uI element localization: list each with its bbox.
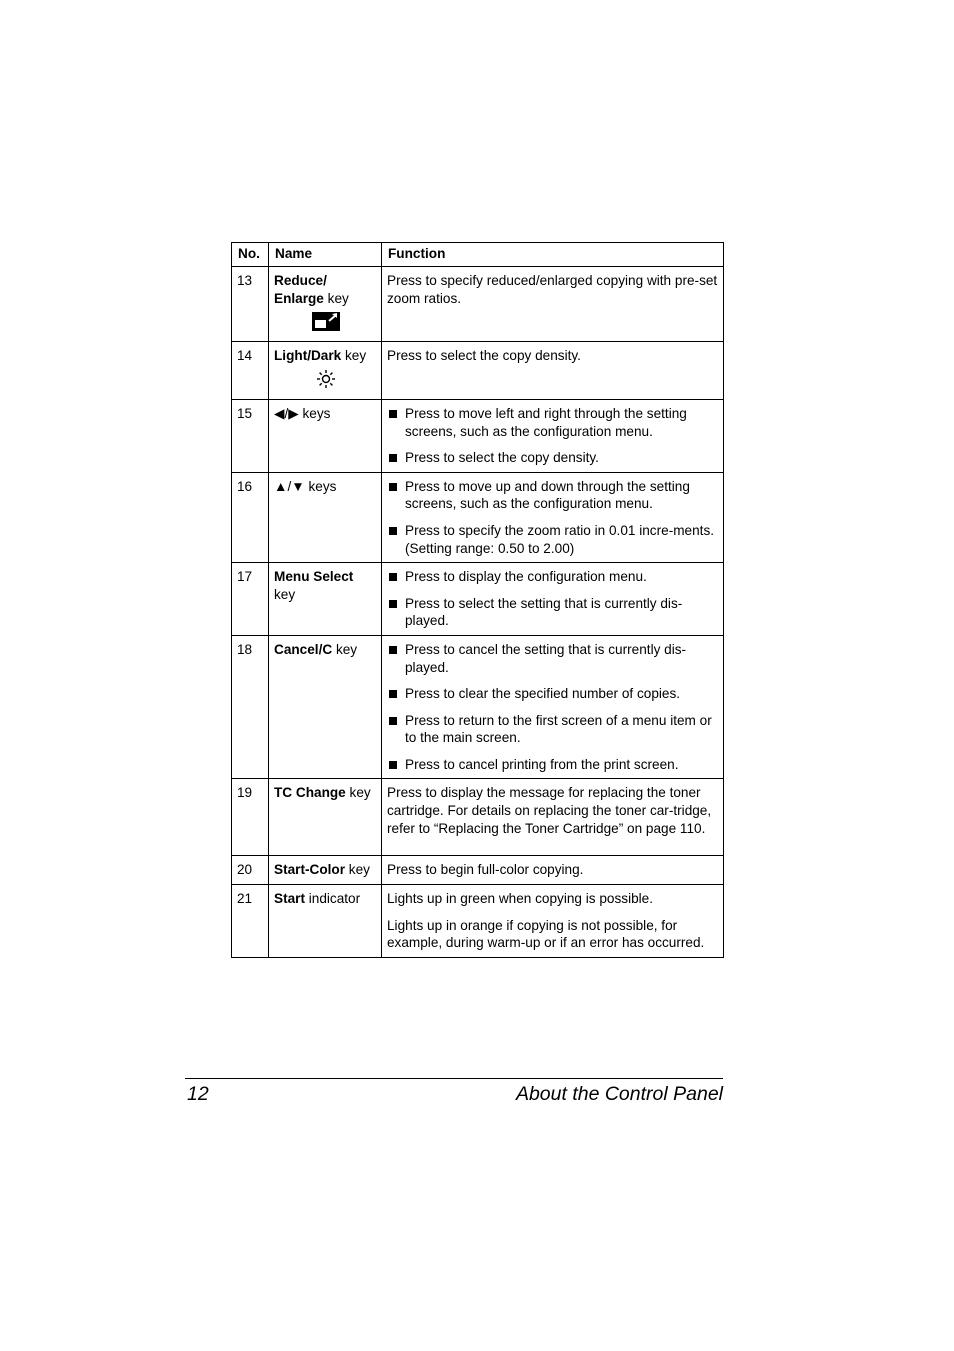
row-name xyxy=(269,399,382,472)
key-name: Start xyxy=(274,891,305,907)
row-number: 20 xyxy=(232,856,269,885)
function-paragraph: Lights up in green when copying is possible. xyxy=(387,891,654,907)
row-function xyxy=(382,399,724,472)
key-name-suffix: key xyxy=(332,641,358,657)
table-row xyxy=(232,472,724,562)
row-function xyxy=(382,267,724,342)
function-bullet-item: Press to clear the specified number of copies. xyxy=(387,685,719,703)
header-name: Name xyxy=(269,243,382,267)
row-name xyxy=(269,267,382,342)
table-row xyxy=(232,635,724,779)
row-function xyxy=(382,472,724,562)
table-header-row xyxy=(232,243,724,267)
key-name-suffix: indicator xyxy=(304,891,361,907)
key-name-suffix: ▲/▼ keys xyxy=(274,478,337,494)
function-paragraph: Press to select the copy density. xyxy=(387,347,581,363)
function-bullet-item: Press to cancel the setting that is currently dis-played. xyxy=(387,641,719,676)
key-name-suffix: key xyxy=(345,862,370,878)
key-name: Start-Color xyxy=(274,862,345,878)
key-name: Cancel/C xyxy=(274,641,333,657)
key-name: Menu Select xyxy=(274,569,354,585)
row-function xyxy=(382,635,724,779)
row-number: 14 xyxy=(232,341,269,399)
function-bullet-list xyxy=(387,405,719,467)
table-row xyxy=(232,779,724,856)
row-number: 16 xyxy=(232,472,269,562)
function-bullet-item: Press to select the copy density. xyxy=(387,449,719,467)
row-function xyxy=(382,563,724,636)
control-panel-key-table xyxy=(231,242,724,958)
row-name xyxy=(269,472,382,562)
function-bullet-item: Press to move up and down through the setting screens, such as the configuration menu. xyxy=(387,478,719,513)
footer-rule xyxy=(185,1078,723,1079)
row-name xyxy=(269,563,382,636)
function-bullet-item: Press to return to the first screen of a menu item or to the main screen. xyxy=(387,712,719,747)
function-bullet-list xyxy=(387,478,719,557)
function-paragraph: Press to display the message for replacing the toner cartridge. For details on replacing the toner car-tridge, refer to “Replacing the Toner Cartridge” on page 110. xyxy=(387,785,712,836)
row-function xyxy=(382,885,724,958)
function-bullet-item: Press to select the setting that is currently dis-played. xyxy=(387,595,719,630)
function-bullet-list xyxy=(387,641,719,774)
table-row xyxy=(232,563,724,636)
row-function xyxy=(382,856,724,885)
row-name xyxy=(269,779,382,856)
key-name-suffix: key xyxy=(345,785,371,801)
row-name xyxy=(269,341,382,399)
key-name: Reduce/ Enlarge xyxy=(274,273,327,306)
key-name: Light/Dark xyxy=(274,347,342,363)
reduce-enlarge-icon xyxy=(312,312,340,336)
function-bullet-item: Press to cancel printing from the print screen. xyxy=(387,756,719,774)
row-number: 13 xyxy=(232,267,269,342)
table-row xyxy=(232,341,724,399)
row-number: 17 xyxy=(232,563,269,636)
key-name-suffix: key xyxy=(274,586,296,602)
function-bullet-list xyxy=(387,568,719,630)
function-paragraph: Press to specify reduced/enlarged copying with pre-set zoom ratios. xyxy=(387,273,718,306)
key-name-suffix: key xyxy=(341,347,367,363)
row-name xyxy=(269,885,382,958)
page-number: 12 xyxy=(187,1083,209,1105)
key-name-suffix: ◀/▶ keys xyxy=(274,405,331,421)
light-dark-icon xyxy=(316,369,336,394)
key-name-suffix: key xyxy=(323,290,349,306)
table-row xyxy=(232,856,724,885)
table-row xyxy=(232,885,724,958)
row-number: 19 xyxy=(232,779,269,856)
header-no: No. xyxy=(232,243,269,267)
table-row xyxy=(232,267,724,342)
function-bullet-item: Press to display the configuration menu. xyxy=(387,568,719,586)
function-paragraph: Press to begin full-color copying. xyxy=(387,862,584,878)
function-paragraph: Lights up in orange if copying is not possible, for example, during warm-up or if an error has occurred. xyxy=(387,917,705,951)
table-row xyxy=(232,399,724,472)
header-function: Function xyxy=(382,243,724,267)
function-bullet-item: Press to specify the zoom ratio in 0.01 incre-ments. (Setting range: 0.50 to 2.00) xyxy=(387,522,719,557)
row-name xyxy=(269,635,382,779)
section-title: About the Control Panel xyxy=(515,1083,723,1105)
key-name: TC Change xyxy=(274,785,346,801)
row-name xyxy=(269,856,382,885)
row-number: 21 xyxy=(232,885,269,958)
page-footer xyxy=(185,1082,723,1108)
function-bullet-item: Press to move left and right through the setting screens, such as the configuration menu. xyxy=(387,405,719,440)
row-function xyxy=(382,779,724,856)
row-number: 18 xyxy=(232,635,269,779)
row-function xyxy=(382,341,724,399)
row-number: 15 xyxy=(232,399,269,472)
